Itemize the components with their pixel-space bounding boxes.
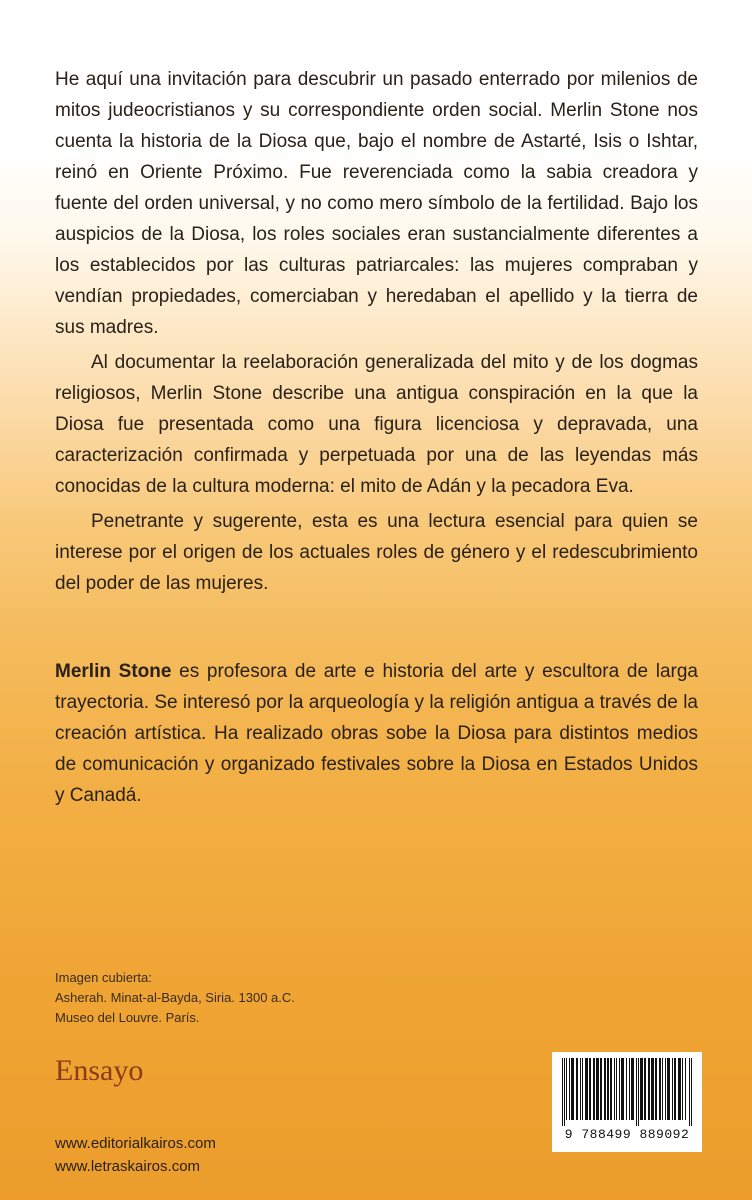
barcode-bar (631, 1058, 634, 1120)
barcode-bar (638, 1058, 639, 1126)
barcode-bar (596, 1058, 599, 1120)
barcode-bar (580, 1058, 581, 1120)
barcode-bar (674, 1058, 676, 1120)
blurb-paragraph-3: Penetrante y sugerente, esta es una lectura esencial para quien se interese por el origen de los actuales roles de género y el redescubrimiento del poder de las mujeres. (55, 511, 698, 594)
barcode-bar (636, 1058, 637, 1126)
website-link-2[interactable]: www.letraskairos.com (55, 1158, 201, 1175)
barcode-bars (560, 1058, 694, 1126)
cover-image-credits (55, 968, 295, 1028)
publisher-websites (55, 1132, 216, 1178)
barcode-bar (600, 1058, 602, 1120)
barcode-bar (689, 1058, 690, 1126)
barcode-bar (651, 1058, 654, 1120)
barcode-bar (589, 1058, 591, 1120)
blurb-paragraph-1: He aquí una invitación para descubrir un pasado enterrado por milenios de mitos judeocristianos y su correspondiente orden social. Merlin Stone nos cuenta la historia de la Diosa que, bajo el nombre de Astarté, Isis o Ishtar, reinó en Oriente Próximo. Fue reverenciada como la sabia creadora y fuente del orden universal, y no como mero símbolo de la fertilidad. Bajo los auspicios de la Diosa, los roles sociales eran sustancialmente diferentes a los establecidos por las culturas patriarcales: las mujeres compraban y vendían propiedades, comerciaban y heredaban el apellido y la tierra de sus madres. (55, 69, 698, 338)
barcode-bar (626, 1058, 627, 1120)
barcode-bar (629, 1058, 630, 1120)
genre-label: Ensayo (55, 1054, 144, 1087)
author-bio-text: es profesora de arte e historia del arte y escultora de larga trayectoria. Se interesó por la arqueología y la religión antigua a través de la creación artística. Ha realizado obras sobe la Diosa para distintos medios de comunicación y organizado festivales sobre la Diosa en Estados Unidos y Canadá. (55, 661, 698, 806)
barcode-bar (616, 1058, 617, 1120)
credits-line-1: Asherah. Minat-al-Bayda, Siria. 1300 a.C. (55, 990, 295, 1005)
barcode-bar (564, 1058, 565, 1126)
barcode-bar (667, 1058, 670, 1120)
barcode-bar (562, 1058, 563, 1126)
barcode-bar (682, 1058, 683, 1120)
barcode-bar (672, 1058, 673, 1120)
barcode-bar (593, 1058, 595, 1120)
website-link-1[interactable]: www.editorialkairos.com (55, 1135, 216, 1152)
credits-heading: Imagen cubierta: (55, 970, 152, 985)
author-name: Merlin Stone (55, 661, 172, 682)
barcode-bar (582, 1058, 583, 1120)
barcode-bar (576, 1058, 578, 1120)
barcode-bar (571, 1058, 574, 1120)
back-cover-blurb (55, 64, 698, 599)
barcode-bar (604, 1058, 606, 1120)
barcode-bar (685, 1058, 686, 1120)
barcode-bar (619, 1058, 620, 1120)
isbn-barcode (552, 1052, 702, 1152)
barcode-bar (607, 1058, 609, 1120)
barcode-bar (655, 1058, 657, 1120)
barcode-bar (585, 1058, 588, 1120)
barcode-bar (662, 1058, 663, 1120)
barcode-bar (610, 1058, 612, 1120)
barcode-bar (614, 1058, 615, 1120)
barcode-bar (648, 1058, 650, 1120)
barcode-bar (621, 1058, 624, 1120)
barcode-bar (691, 1058, 692, 1126)
credits-line-2: Museo del Louvre. París. (55, 1010, 200, 1025)
author-bio (55, 656, 698, 811)
barcode-bar (678, 1058, 681, 1120)
barcode-bar (665, 1058, 666, 1120)
barcode-bar (566, 1058, 567, 1120)
barcode-bar (640, 1058, 643, 1120)
isbn-number: 9 788499 889092 (564, 1127, 690, 1142)
barcode-bar (644, 1058, 646, 1120)
barcode-bar (569, 1058, 570, 1120)
barcode-bar (659, 1058, 661, 1120)
blurb-paragraph-2: Al documentar la reelaboración generalizada del mito y de los dogmas religiosos, Merlin Stone describe una antigua conspiración en la que la Diosa fue presentada como una figura licenciosa y depravada, una caracterización confirmada y perpetuada por una de las leyendas más conocidas de la cultura moderna: el mito de Adán y la pecadora Eva. (55, 352, 698, 497)
